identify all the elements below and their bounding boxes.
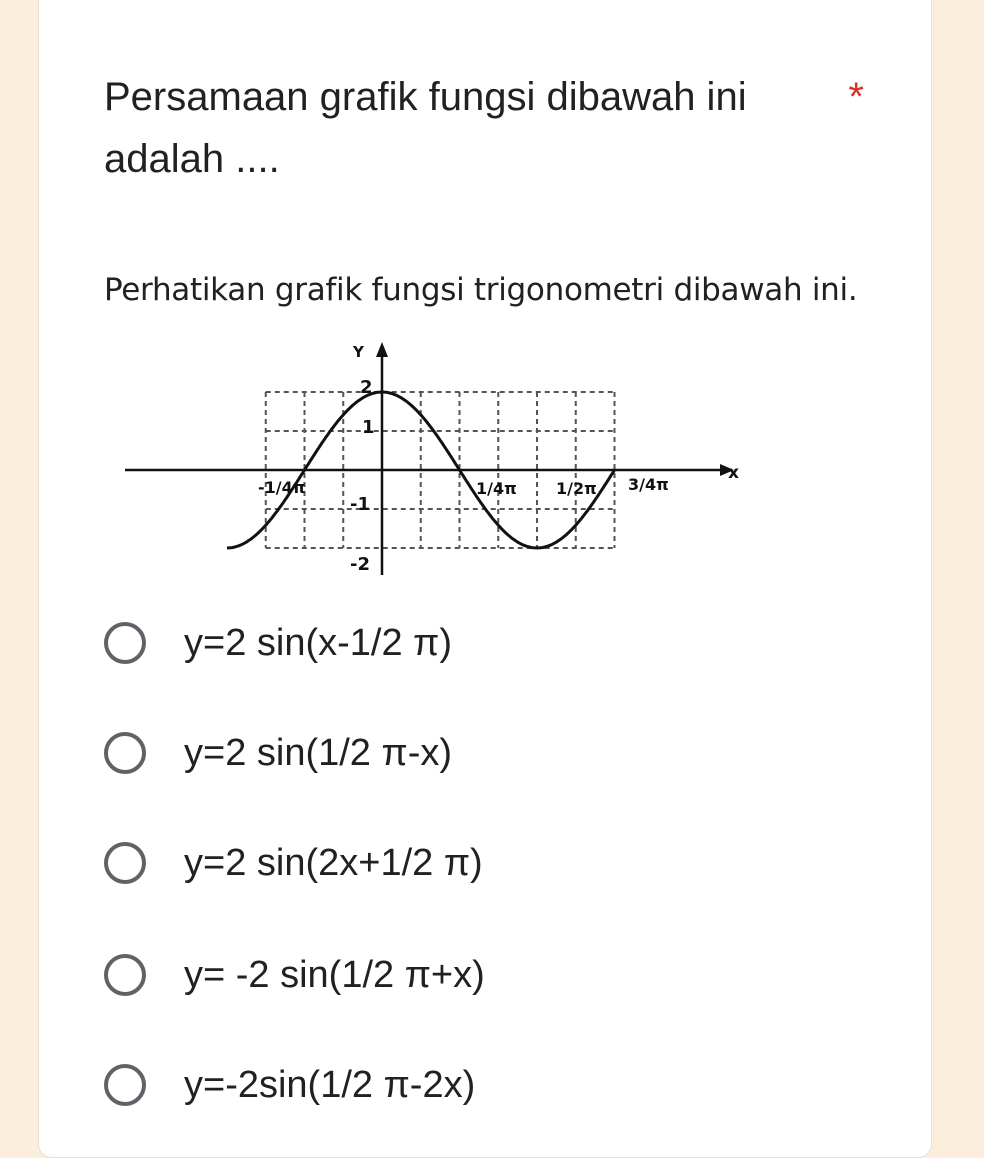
- y-axis-arrow: [376, 342, 388, 357]
- y-tick-2: 2: [360, 377, 373, 398]
- x-tick-half-pi: 1/2π: [556, 479, 597, 498]
- y-tick-1: 1: [362, 417, 375, 438]
- y-tick-neg2: -2: [350, 554, 370, 575]
- option-4[interactable]: [104, 945, 485, 1005]
- y-axis-label: Y: [353, 343, 364, 361]
- radio-button[interactable]: [104, 1064, 146, 1106]
- option-label: y=-2sin(1/2 π-2x): [184, 1063, 476, 1106]
- y-tick-neg1: -1: [350, 494, 370, 515]
- option-label: y=2 sin(2x+1/2 π): [184, 841, 483, 884]
- radio-button[interactable]: [104, 954, 146, 996]
- x-tick-neg-quarter-pi: -1/4π: [258, 478, 306, 497]
- radio-button[interactable]: [104, 842, 146, 884]
- option-3[interactable]: [104, 833, 483, 893]
- question-text: Persamaan grafik fungsi dibawah ini adalah ....: [104, 75, 747, 181]
- question-description: Perhatikan grafik fungsi trigonometri dibawah ini.: [104, 272, 858, 308]
- radio-button[interactable]: [104, 622, 146, 664]
- required-asterisk: *: [848, 75, 864, 119]
- trig-graph: [110, 330, 770, 590]
- x-tick-quarter-pi: 1/4π: [476, 479, 517, 498]
- option-5[interactable]: [104, 1055, 475, 1115]
- x-tick-three-quarter-pi: 3/4π: [628, 475, 669, 494]
- option-label: y=2 sin(x-1/2 π): [184, 621, 453, 664]
- option-label: y= -2 sin(1/2 π+x): [184, 953, 485, 996]
- option-2[interactable]: [104, 723, 452, 783]
- x-axis-label: x: [728, 463, 739, 483]
- radio-button[interactable]: [104, 732, 146, 774]
- question-title: [104, 66, 864, 190]
- option-1[interactable]: [104, 613, 452, 673]
- option-label: y=2 sin(1/2 π-x): [184, 731, 453, 774]
